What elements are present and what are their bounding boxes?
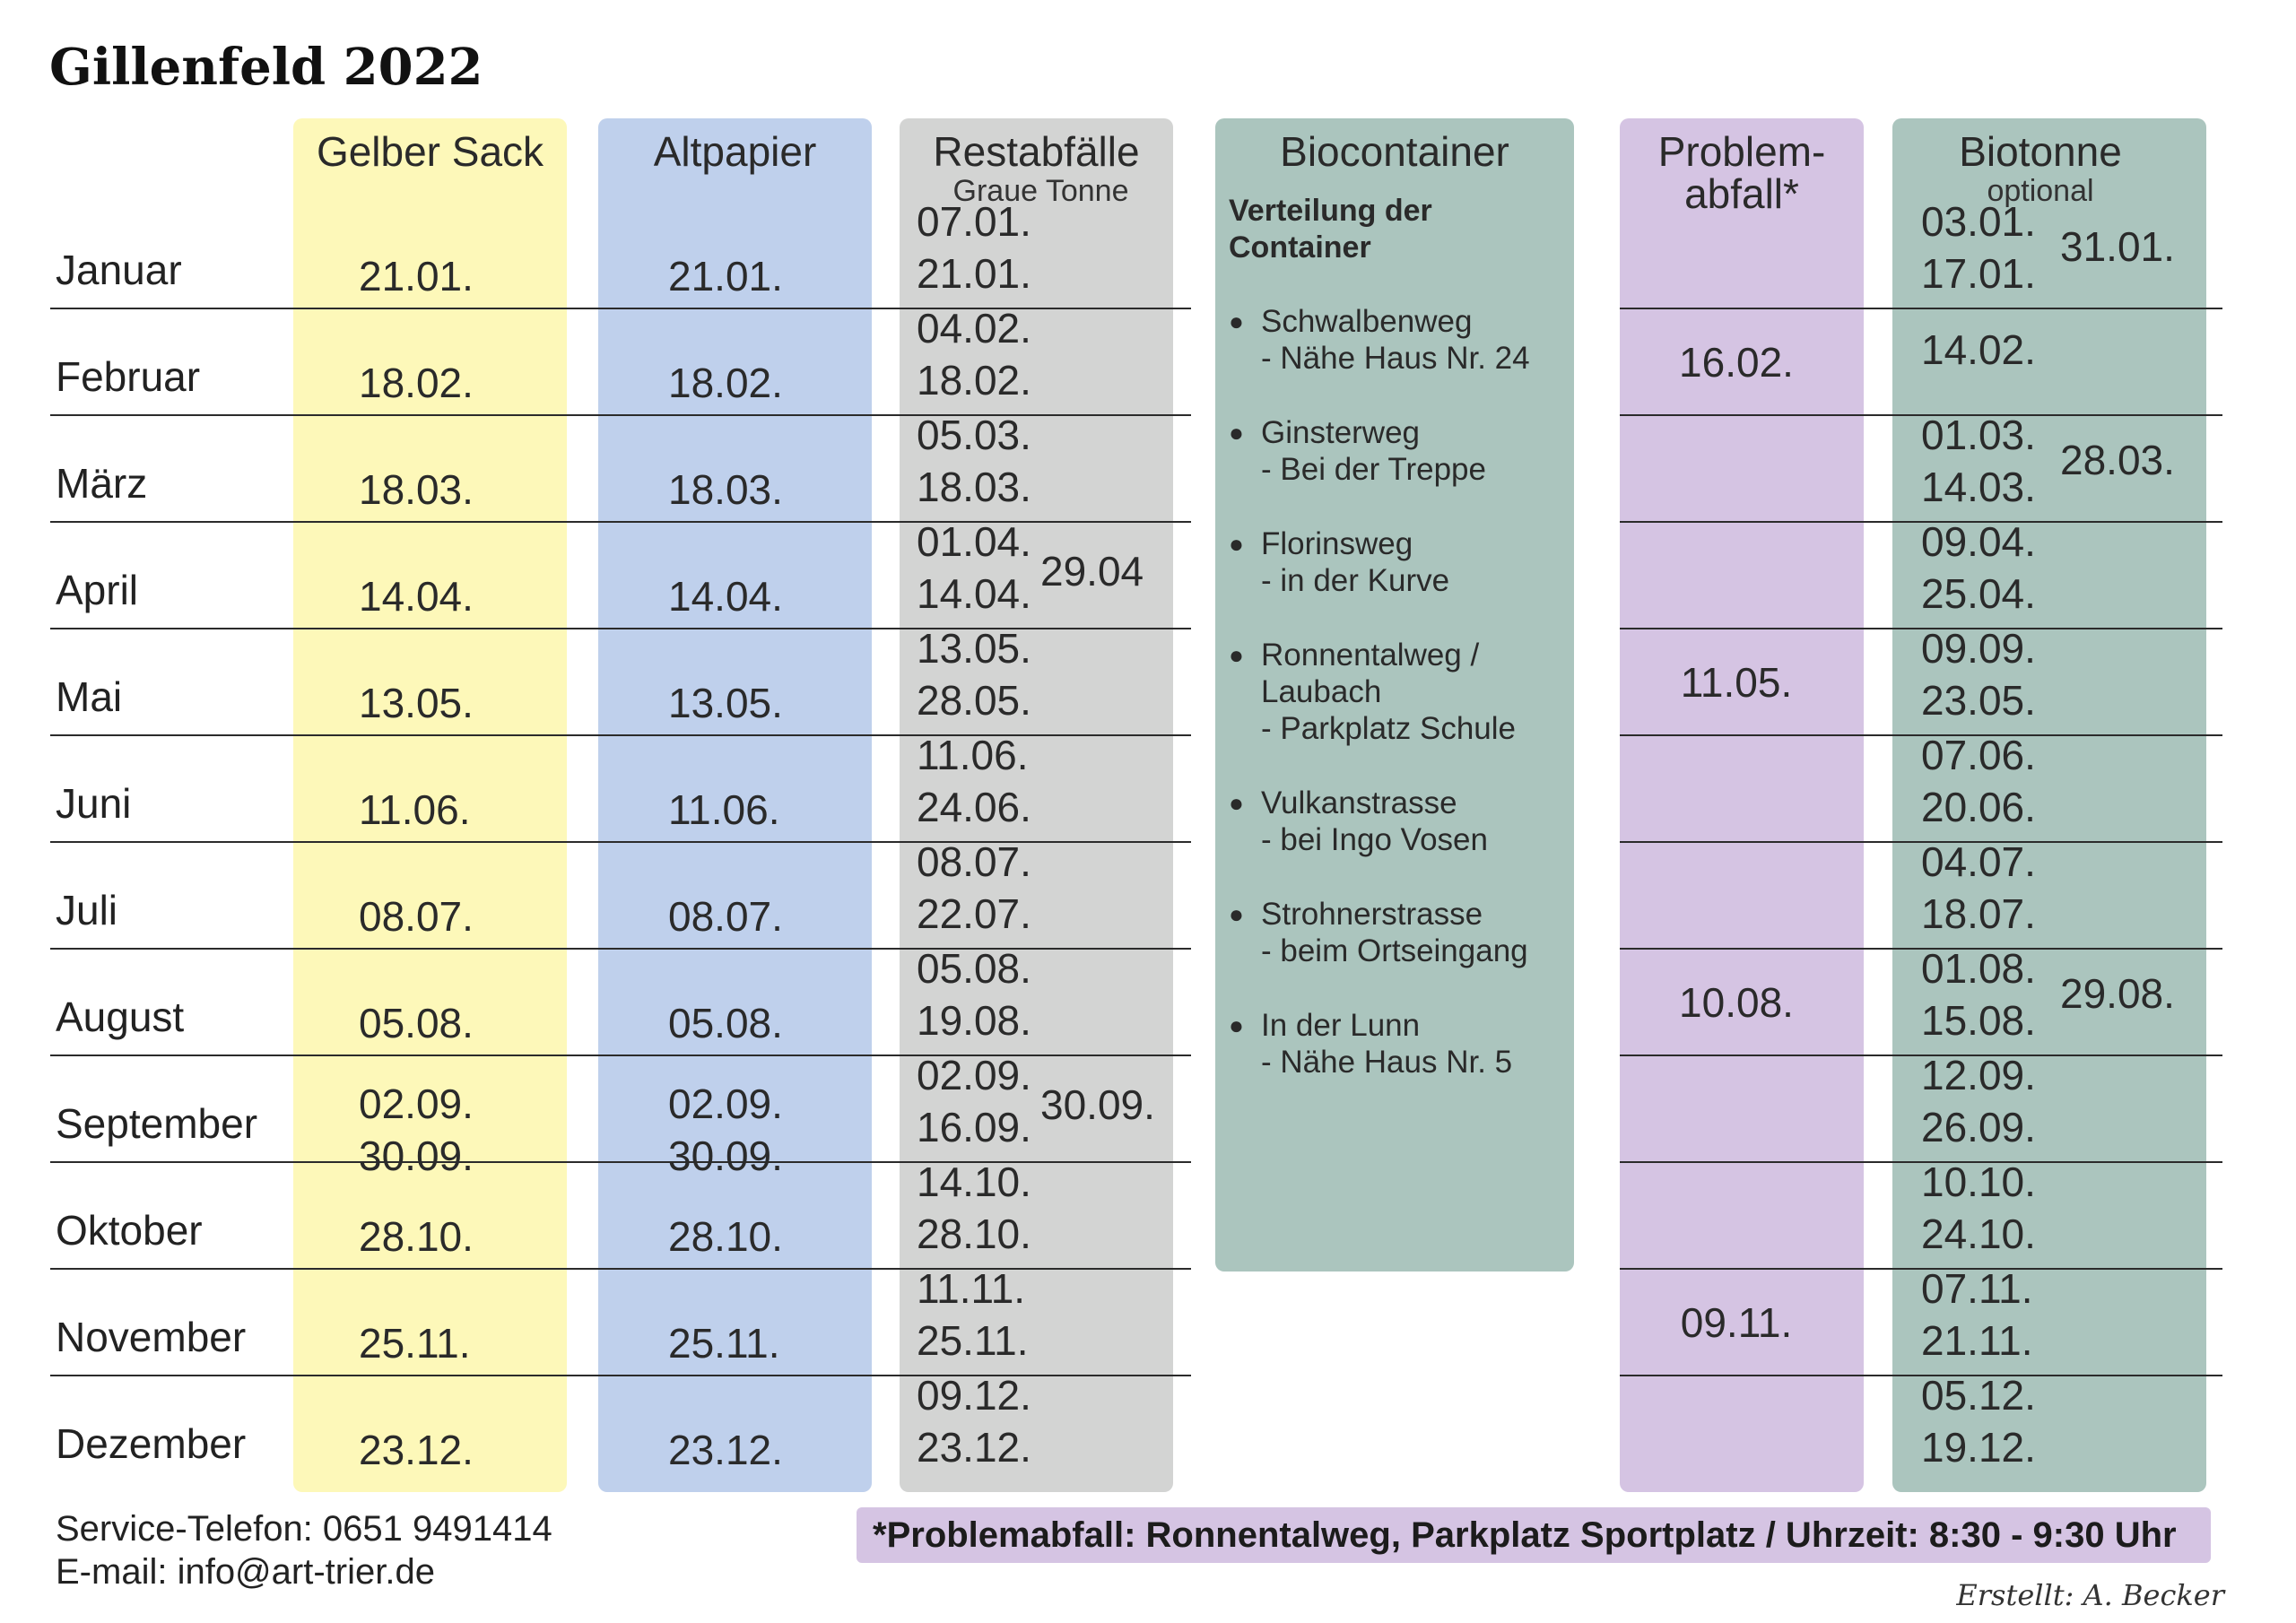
altpapier-cell-date-1: 14.04. xyxy=(668,573,783,620)
altpapier-cell xyxy=(668,890,848,942)
restabfaelle-cell-date-1: 05.03. xyxy=(917,412,1031,458)
altpapier-cell xyxy=(668,570,848,622)
location-detail: - bei Ingo Vosen xyxy=(1261,822,1488,857)
month-label: Januar xyxy=(56,247,182,293)
restabfaelle-cell xyxy=(917,729,1051,833)
biotonne-cell-date-2: 18.07. xyxy=(1921,890,2036,937)
location-name: ● Schwalbenweg xyxy=(1229,303,1570,340)
restabfaelle-cell-date-1: 09.12. xyxy=(917,1372,1031,1419)
month-label: Dezember xyxy=(56,1420,247,1467)
biotonne-cell xyxy=(1921,729,2065,833)
gelber-sack-cell-date-1: 18.02. xyxy=(359,360,474,406)
restabfaelle-cell xyxy=(917,1049,1051,1153)
problemabfall-cell: 16.02. xyxy=(1679,339,1794,386)
altpapier-cell xyxy=(668,1078,848,1182)
altpapier-cell xyxy=(668,784,848,836)
biotonne-cell-date-2: 17.01. xyxy=(1921,250,2036,297)
gelber-sack-cell-date-1: 08.07. xyxy=(359,893,474,940)
restabfaelle-cell-date-2: 14.04. xyxy=(917,570,1031,617)
restabfaelle-cell-date-1: 08.07. xyxy=(917,838,1031,885)
biotonne-cell-date-2: 26.09. xyxy=(1921,1104,2036,1150)
biocontainer-location xyxy=(1229,414,1570,488)
location-name: ● Ronnentalweg / xyxy=(1229,637,1570,673)
gelber-sack-cell-date-1: 25.11. xyxy=(359,1320,471,1367)
problemabfall-cell: 11.05. xyxy=(1680,659,1793,706)
restabfaelle-cell xyxy=(917,1263,1051,1367)
biotonne-cell-date-1: 09.04. xyxy=(1921,518,2036,565)
restabfaelle-cell xyxy=(917,409,1051,513)
header-problemabfall-line2: abfall* xyxy=(1684,170,1799,217)
restabfaelle-cell-date-2: 16.09. xyxy=(917,1104,1031,1150)
restabfaelle-cell xyxy=(917,195,1051,299)
gelber-sack-cell-date-1: 14.04. xyxy=(359,573,474,620)
location-name: ● Florinsweg xyxy=(1229,525,1570,562)
biotonne-cell-date-1: 05.12. xyxy=(1921,1372,2036,1419)
restabfaelle-cell-date-1: 13.05. xyxy=(917,625,1031,672)
biotonne-cell xyxy=(1921,409,2065,513)
gelber-sack-cell-date-2: 30.09. xyxy=(359,1133,474,1179)
biotonne-extra-date: 28.03. xyxy=(2060,437,2175,483)
biotonne-cell-date-2: 19.12. xyxy=(1921,1424,2036,1471)
month-label: August xyxy=(56,994,185,1040)
service-phone: Service-Telefon: 0651 9491414 xyxy=(56,1509,552,1549)
biocontainer-location xyxy=(1229,896,1570,969)
biotonne-cell-date-1: 01.03. xyxy=(1921,412,2036,458)
location-detail: - in der Kurve xyxy=(1261,563,1450,598)
location-detail: Laubach xyxy=(1261,674,1382,709)
gelber-sack-cell xyxy=(359,997,538,1049)
altpapier-cell-date-1: 11.06. xyxy=(668,786,780,833)
biotonne-cell-date-1: 07.11. xyxy=(1921,1265,2033,1312)
restabfaelle-cell xyxy=(917,516,1051,620)
biotonne-cell-date-1: 12.09. xyxy=(1921,1052,2036,1098)
gelber-sack-cell xyxy=(359,784,538,836)
biotonne-cell-date-1: 03.01. xyxy=(1921,198,2036,245)
restabfaelle-extra-date: 29.04 xyxy=(1040,548,1144,595)
header-altpapier: Altpapier xyxy=(653,128,817,175)
gelber-sack-cell xyxy=(359,890,538,942)
month-label: Mai xyxy=(56,673,123,720)
restabfaelle-cell xyxy=(917,942,1051,1046)
column-problemabfall xyxy=(1620,118,1864,1492)
page-title: Gillenfeld 2022 xyxy=(49,38,483,97)
restabfaelle-cell-date-1: 14.10. xyxy=(917,1159,1031,1205)
restabfaelle-cell-date-2: 18.02. xyxy=(917,357,1031,404)
gelber-sack-cell-date-1: 18.03. xyxy=(359,466,474,513)
restabfaelle-cell-date-2: 22.07. xyxy=(917,890,1031,937)
restabfaelle-cell-date-1: 11.11. xyxy=(917,1265,1026,1312)
biotonne-cell xyxy=(1921,942,2065,1046)
biotonne-cell-date-1: 01.08. xyxy=(1921,945,2036,992)
biotonne-cell xyxy=(1921,324,2065,376)
gelber-sack-cell xyxy=(359,1424,538,1476)
location-detail: - Bei der Treppe xyxy=(1261,452,1486,487)
location-detail: - Nähe Haus Nr. 24 xyxy=(1261,341,1530,376)
altpapier-cell-date-1: 18.02. xyxy=(668,360,783,406)
biocontainer-location xyxy=(1229,525,1570,599)
problemabfall-cell: 10.08. xyxy=(1679,979,1794,1026)
altpapier-cell-date-1: 25.11. xyxy=(668,1320,780,1367)
biotonne-cell-date-1: 14.02. xyxy=(1921,326,2036,373)
month-label: November xyxy=(56,1314,247,1360)
subheader-optional: optional xyxy=(1987,174,2094,208)
biotonne-cell-date-2: 14.03. xyxy=(1921,464,2036,510)
subheader-graue-tonne: Graue Tonne xyxy=(952,174,1129,208)
restabfaelle-cell-date-2: 21.01. xyxy=(917,250,1031,297)
restabfaelle-cell-date-1: 02.09. xyxy=(917,1052,1031,1098)
biotonne-cell xyxy=(1921,1049,2065,1153)
altpapier-cell-date-1: 28.10. xyxy=(668,1213,783,1260)
restabfaelle-cell-date-1: 07.01. xyxy=(917,198,1031,245)
biocontainer-location xyxy=(1229,785,1570,858)
header-gelber-sack: Gelber Sack xyxy=(316,128,544,175)
altpapier-cell xyxy=(668,1424,848,1476)
biotonne-cell xyxy=(1921,1156,2065,1260)
restabfaelle-cell-date-1: 05.08. xyxy=(917,945,1031,992)
location-name: ● Vulkanstrasse xyxy=(1229,785,1570,821)
month-label: Juni xyxy=(56,780,132,827)
gelber-sack-cell xyxy=(359,570,538,622)
altpapier-cell-date-1: 23.12. xyxy=(668,1427,783,1473)
gelber-sack-cell-date-1: 23.12. xyxy=(359,1427,474,1473)
biotonne-cell-date-2: 24.10. xyxy=(1921,1211,2036,1257)
biotonne-cell-date-2: 20.06. xyxy=(1921,784,2036,830)
header-problemabfall-line1: Problem- xyxy=(1657,128,1826,175)
biocontainer-location xyxy=(1229,303,1570,377)
restabfaelle-cell-date-2: 24.06. xyxy=(917,784,1031,830)
altpapier-cell-date-1: 02.09. xyxy=(668,1081,783,1127)
restabfaelle-cell-date-2: 18.03. xyxy=(917,464,1031,510)
altpapier-cell-date-1: 18.03. xyxy=(668,466,783,513)
biotonne-cell-date-1: 10.10. xyxy=(1921,1159,2036,1205)
altpapier-cell xyxy=(668,1211,848,1263)
location-detail: - beim Ortseingang xyxy=(1261,933,1528,968)
altpapier-cell xyxy=(668,250,848,302)
altpapier-cell xyxy=(668,1317,848,1369)
gelber-sack-cell xyxy=(359,464,538,516)
biotonne-cell-date-1: 07.06. xyxy=(1921,732,2036,778)
altpapier-cell-date-1: 08.07. xyxy=(668,893,783,940)
gelber-sack-cell-date-1: 11.06. xyxy=(359,786,471,833)
problemabfall-cell: 09.11. xyxy=(1680,1299,1793,1346)
service-email: E-mail: info@art-trier.de xyxy=(56,1552,435,1592)
header-biocontainer: Biocontainer xyxy=(1280,128,1509,175)
altpapier-cell-date-2: 30.09. xyxy=(668,1133,783,1179)
month-label: Oktober xyxy=(56,1207,203,1254)
location-name: ● Ginsterweg xyxy=(1229,414,1570,451)
biotonne-cell xyxy=(1921,516,2065,620)
biocontainer-location xyxy=(1229,1007,1570,1081)
biotonne-cell-date-1: 04.07. xyxy=(1921,838,2036,885)
restabfaelle-cell xyxy=(917,1369,1051,1473)
month-label: März xyxy=(56,460,148,507)
gelber-sack-cell xyxy=(359,1211,538,1263)
restabfaelle-cell-date-2: 19.08. xyxy=(917,997,1031,1044)
header-restabfaelle: Restabfälle xyxy=(933,128,1140,175)
restabfaelle-cell xyxy=(917,1156,1051,1260)
restabfaelle-cell-date-2: 25.11. xyxy=(917,1317,1029,1364)
restabfaelle-cell xyxy=(917,836,1051,940)
gelber-sack-cell xyxy=(359,677,538,729)
gelber-sack-cell xyxy=(359,1078,538,1182)
biotonne-cell-date-2: 25.04. xyxy=(1921,570,2036,617)
gelber-sack-cell-date-1: 28.10. xyxy=(359,1213,474,1260)
gelber-sack-cell xyxy=(359,357,538,409)
biocontainer-locations xyxy=(1229,193,1570,1118)
restabfaelle-cell xyxy=(917,622,1051,726)
biotonne-extra-date: 29.08. xyxy=(2060,970,2175,1017)
location-detail: - Parkplatz Schule xyxy=(1261,711,1517,746)
restabfaelle-cell xyxy=(917,302,1051,406)
restabfaelle-cell-date-2: 28.10. xyxy=(917,1211,1031,1257)
month-label: Februar xyxy=(56,353,201,400)
biotonne-cell xyxy=(1921,1263,2065,1367)
restabfaelle-cell-date-1: 04.02. xyxy=(917,305,1031,352)
biotonne-cell-date-1: 09.09. xyxy=(1921,625,2036,672)
month-label: April xyxy=(56,567,139,613)
biotonne-cell xyxy=(1921,195,2065,299)
restabfaelle-cell-date-2: 23.12. xyxy=(917,1424,1031,1471)
altpapier-cell xyxy=(668,464,848,516)
gelber-sack-cell-date-1: 05.08. xyxy=(359,1000,474,1046)
biotonne-extra-date: 31.01. xyxy=(2060,223,2175,270)
biotonne-cell xyxy=(1921,622,2065,726)
altpapier-cell-date-1: 13.05. xyxy=(668,680,783,726)
biotonne-cell xyxy=(1921,836,2065,940)
restabfaelle-cell-date-1: 01.04. xyxy=(917,518,1031,565)
gelber-sack-cell-date-1: 21.01. xyxy=(359,253,474,299)
altpapier-cell-date-1: 21.01. xyxy=(668,253,783,299)
gelber-sack-cell xyxy=(359,1317,538,1369)
location-name: ● In der Lunn xyxy=(1229,1007,1570,1044)
problemabfall-note: *Problemabfall: Ronnentalweg, Parkplatz Sportplatz / Uhrzeit: 8:30 - 9:30 Uhr xyxy=(857,1507,2211,1563)
biotonne-cell-date-2: 23.05. xyxy=(1921,677,2036,724)
row-separator-right xyxy=(1620,308,2222,309)
altpapier-cell xyxy=(668,677,848,729)
location-name: ● Strohnerstrasse xyxy=(1229,896,1570,933)
altpapier-cell xyxy=(668,357,848,409)
month-label: Juli xyxy=(56,887,118,933)
month-label: September xyxy=(56,1100,258,1147)
author-credit: Erstellt: A. Becker xyxy=(1956,1578,2224,1612)
gelber-sack-cell-date-1: 13.05. xyxy=(359,680,474,726)
location-detail: - Nähe Haus Nr. 5 xyxy=(1261,1045,1513,1080)
biotonne-cell-date-2: 21.11. xyxy=(1921,1317,2033,1364)
restabfaelle-extra-date: 30.09. xyxy=(1040,1081,1155,1128)
gelber-sack-cell xyxy=(359,250,538,302)
biocontainer-location xyxy=(1229,637,1570,747)
restabfaelle-cell-date-2: 28.05. xyxy=(917,677,1031,724)
altpapier-cell xyxy=(668,997,848,1049)
biotonne-cell xyxy=(1921,1369,2065,1473)
restabfaelle-cell-date-1: 11.06. xyxy=(917,732,1029,778)
header-biotonne: Biotonne xyxy=(1959,128,2122,175)
gelber-sack-cell-date-1: 02.09. xyxy=(359,1081,474,1127)
biotonne-cell-date-2: 15.08. xyxy=(1921,997,2036,1044)
altpapier-cell-date-1: 05.08. xyxy=(668,1000,783,1046)
biocontainer-heading: Verteilung der Container xyxy=(1229,194,1432,265)
